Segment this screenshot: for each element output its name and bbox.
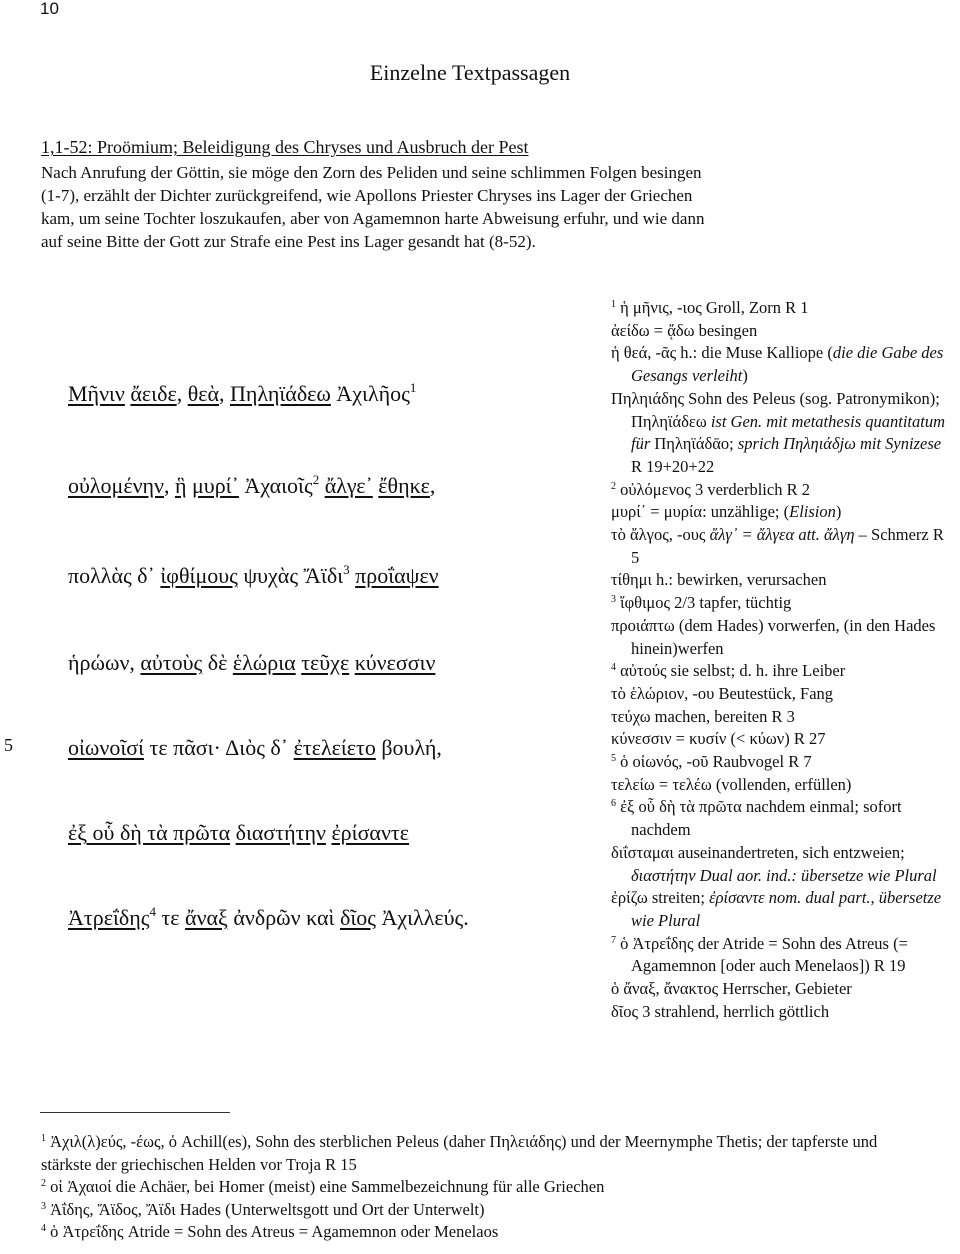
footnotes bbox=[41, 1131, 921, 1244]
footnote-number: 4 bbox=[41, 1223, 46, 1234]
section-heading: 1,1-52: Proömium; Beleidigung des Chryses und Ausbruch der Pest bbox=[41, 137, 529, 157]
verse-number: 5 bbox=[4, 735, 13, 755]
vocab-entry: δῖος 3 strahlend, herrlich göttlich bbox=[611, 1001, 830, 1021]
verse-line: Ἀτρεΐδης$^4$ τε ἄναξ ἀνδρῶν καὶ δῖος Ἀχιλλεύς. bbox=[68, 904, 469, 930]
verse-line: ἡρώων, αὐτοὺς δὲ ἑλώρια τεῦχε κύνεσσιν bbox=[68, 650, 436, 675]
vocab-entry: $^7$ ὁ Ἀτρεΐδης der Atride = Sohn des Atreus (= Agamemnon [oder auch Menelaos]) R 19 bbox=[611, 933, 908, 976]
vocabulary-column bbox=[611, 297, 956, 1024]
intro-line: Nach Anrufung der Göttin, sie möge den Zorn des Peliden und seine schlimmen Folgen besingen bbox=[41, 163, 702, 182]
vocab-entry: ἀείδω = ᾄδω besingen bbox=[611, 320, 758, 340]
verse-line: οὐλομένην, ἣ μυρί᾽ Ἀχαιοῖς$^2$ ἄλγε᾽ ἔθηκε, bbox=[68, 472, 436, 498]
footnote bbox=[41, 1221, 921, 1244]
footnote-text: Ἀΐδης, Ἄϊδος, Ἄϊδι Hades (Unterweltsgott und Ort der Unterwelt) bbox=[46, 1199, 485, 1219]
footnote-number: 2 bbox=[41, 1178, 46, 1189]
vocab-entry: προιάπτω (dem Hades) vorwerfen, (in den Hades hinein)werfen bbox=[611, 615, 936, 658]
vocab-entry: $^1$ ἡ μῆνις, -ιος Groll, Zorn R 1 bbox=[611, 298, 809, 317]
intro-line: kam, um seine Tochter loszukaufen, aber von Agamemnon harte Abweisung erfuhr, und wie dann bbox=[41, 209, 705, 228]
footnote bbox=[41, 1131, 921, 1176]
vocab-entry: ἡ θεά, -ᾶς h.: die Muse Kalliope (die die Gabe des Gesangs verleiht) bbox=[611, 343, 944, 386]
footnote-text: οἱ Ἀχαιοί die Achäer, bei Homer (meist) eine Sammelbezeichnung für alle Griechen bbox=[46, 1177, 605, 1196]
footnote bbox=[41, 1199, 921, 1222]
vocab-entry: Πηληιάδης Sohn des Peleus (sog. Patronymikon); Πηληϊάδεω ist Gen. mit metathesis quantitatum für Πηληϊάδᾱο; sprich Πηληιάδjω mit Synizese R 19+20+22 bbox=[611, 388, 946, 476]
vocab-entry: $^5$ ὁ οἰωνός, -οῦ Raubvogel R 7 bbox=[611, 752, 812, 772]
vocab-entry: τίθημι h.: bewirken, verursachen bbox=[611, 570, 827, 590]
vocab-entry: τεύχω machen, bereiten R 3 bbox=[611, 706, 795, 726]
vocab-entry: τὸ ἑλώριον, -ου Beutestück, Fang bbox=[611, 683, 834, 703]
vocab-entry: $^4$ αὐτούς sie selbst; d. h. ihre Leiber bbox=[611, 661, 846, 681]
verse-line: Μῆνιν ἄειδε, θεὰ, Πηληϊάδεω Ἀχιλῆος$^1$ bbox=[68, 380, 417, 406]
verse-line: οἰωνοῖσί τε πᾶσι· Διὸς δ᾽ ἐτελείετο βουλή, bbox=[68, 735, 442, 760]
footnote-divider bbox=[40, 1112, 230, 1113]
footnote-text: Ἀχιλ(λ)εύς, -έως, ὁ Achill(es), Sohn des sterblichen Peleus (daher Πηλειάδης) und der Meernymphe Thetis; der tapferste und stärkste der griechischen Helden vor Troja R 15 bbox=[41, 1132, 878, 1174]
intro-line: (1-7), erzählt der Dichter zurückgreifend, wie Apollons Priester Chryses ins Lager der Griechen bbox=[41, 186, 693, 205]
section-intro bbox=[41, 161, 911, 253]
vocab-entry: διΐσταμαι auseinandertreten, sich entzweien; διαστήτην Dual aor. ind.: übersetze wie Plural bbox=[611, 842, 937, 885]
vocab-entry: $^3$ ἴφθιμος 2/3 tapfer, tüchtig bbox=[611, 593, 792, 613]
vocab-entry: μυρί᾽ = μυρία: unzählige; (Elision) bbox=[611, 502, 842, 522]
vocab-entry: τὸ ἄλγος, -ους ἄλγ᾽ = ἄλγεα att. ἄλγη – Schmerz R 5 bbox=[611, 525, 944, 567]
verse-line: πολλὰς δ᾽ ἰφθίμους ψυχὰς Ἄϊδι$^3$ προΐαψεν bbox=[68, 562, 439, 588]
footnote bbox=[41, 1176, 921, 1199]
vocab-entry: κύνεσσιν = κυσίν (< κύων) R 27 bbox=[611, 729, 826, 749]
vocab-entry: $^6$ ἐξ οὗ δὴ τὰ πρῶτα nachdem einmal; sofort nachdem bbox=[611, 797, 902, 840]
intro-line: auf seine Bitte der Gott zur Strafe eine Pest ins Lager gesandt hat (8-52). bbox=[41, 232, 536, 251]
vocab-entry: $^2$ οὐλόμενος 3 verderblich R 2 bbox=[611, 479, 810, 499]
vocab-entry: τελείω = τελέω (vollenden, erfüllen) bbox=[611, 774, 852, 794]
vocab-entry: ἐρίζω streiten; ἐρίσαντε nom. dual part., übersetze wie Plural bbox=[611, 888, 942, 930]
page-number: 10 bbox=[40, 0, 59, 18]
vocab-entry: ὁ ἄναξ, ἄνακτος Herrscher, Gebieter bbox=[611, 979, 852, 999]
page-title: Einzelne Textpassagen bbox=[369, 60, 571, 85]
footnote-number: 1 bbox=[41, 1133, 46, 1144]
footnote-number: 3 bbox=[41, 1200, 46, 1212]
verse-line: ἐξ οὗ δὴ τὰ πρῶτα διαστήτην ἐρίσαντε bbox=[68, 820, 409, 845]
footnote-text: ὁ Ἀτρεΐδης Atride = Sohn des Atreus = Agamemnon oder Menelaos bbox=[46, 1222, 499, 1241]
